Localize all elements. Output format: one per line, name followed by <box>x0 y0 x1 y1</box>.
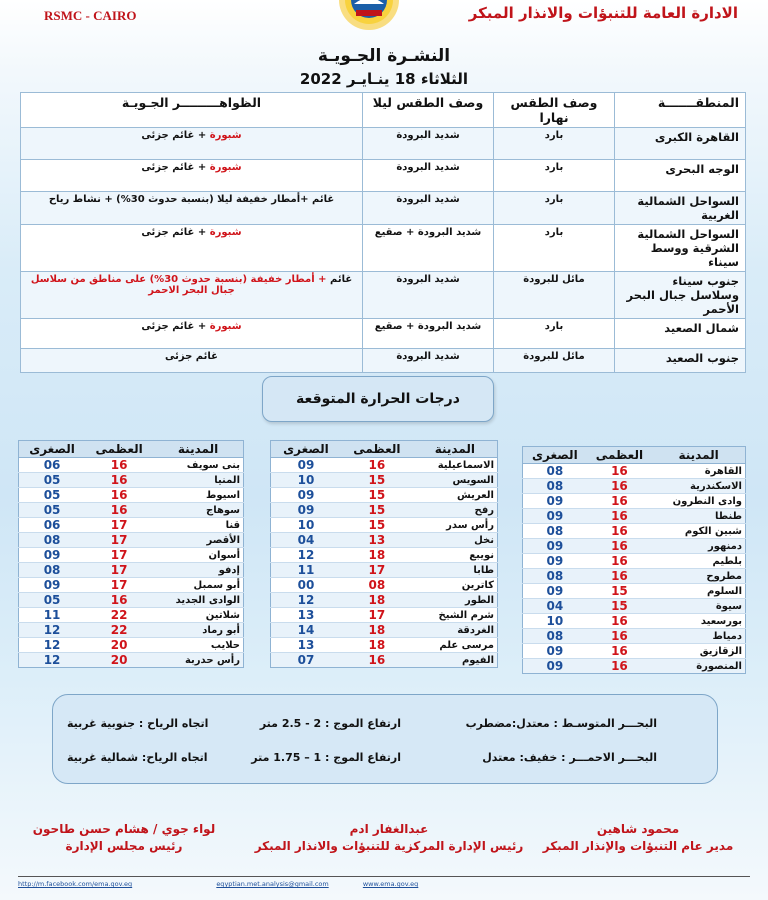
min-temp-cell: 09 <box>19 578 86 593</box>
min-temp-cell: 05 <box>19 473 86 488</box>
min-temp-cell: 09 <box>523 644 587 659</box>
min-temp-cell: 09 <box>523 584 587 599</box>
city-cell: الوادى الجديد <box>153 593 243 608</box>
max-temp-cell: 17 <box>85 563 153 578</box>
signature-2-role: رئيس الإدارة المركزية للتنبؤات والانذار المبكر <box>254 839 524 853</box>
city-cell: بورسعيد <box>652 614 745 629</box>
day-cell: بارد <box>494 225 615 272</box>
region-cell: جنوب سيناء وسلاسل جبال البحر الأحمر <box>615 272 746 319</box>
max-temp-cell: 18 <box>341 623 413 638</box>
temps-table-right <box>522 446 746 674</box>
temps-row <box>271 623 498 638</box>
signature-2-name: عبدالغفار ادم <box>349 822 429 836</box>
phenomena-cell <box>21 225 363 272</box>
max-temp-cell: 16 <box>85 593 153 608</box>
phenomena-text: غائم +أمطار خفيفة ليلا (بنسبة حدوث 30%) + نشاط رياح <box>48 194 335 205</box>
min-temp-cell: 08 <box>19 533 86 548</box>
temps-row <box>523 554 746 569</box>
min-temp-cell: 09 <box>271 488 341 503</box>
min-temp-cell: 08 <box>523 524 587 539</box>
min-temp-cell: 13 <box>271 608 341 623</box>
region-cell: السواحل الشمالية الغربية <box>615 192 746 225</box>
weather-row <box>21 349 746 373</box>
max-temp-cell: 16 <box>85 503 153 518</box>
region-cell: الوجه البحرى <box>615 160 746 192</box>
temps-row <box>19 533 244 548</box>
min-temp-cell: 11 <box>19 608 86 623</box>
max-temp-cell: 18 <box>341 548 413 563</box>
max-temp-cell: 16 <box>587 614 653 629</box>
min-temp-cell: 07 <box>271 653 341 668</box>
weather-row <box>21 160 746 192</box>
temps-row <box>523 479 746 494</box>
day-cell: بارد <box>494 192 615 225</box>
region-cell: جنوب الصعيد <box>615 349 746 373</box>
max-temp-cell: 16 <box>587 659 653 674</box>
city-cell: مطروح <box>652 569 745 584</box>
max-temp-cell: 16 <box>587 629 653 644</box>
min-temp-cell: 08 <box>523 569 587 584</box>
weather-row <box>21 272 746 319</box>
phenomena-text: + غائم جزئى <box>141 227 207 238</box>
city-cell: سوهاج <box>153 503 243 518</box>
phenomena-text: + غائم جزئى <box>141 130 207 141</box>
temps-row <box>271 458 498 473</box>
city-cell: نخل <box>413 533 498 548</box>
city-cell: دمنهور <box>652 539 745 554</box>
temps-row <box>523 539 746 554</box>
city-cell: إدفو <box>153 563 243 578</box>
min-temp-cell: 09 <box>271 503 341 518</box>
max-temp-cell: 16 <box>341 653 413 668</box>
max-temp-cell: 16 <box>587 464 653 479</box>
min-temp-cell: 05 <box>19 488 86 503</box>
temps-row <box>271 503 498 518</box>
min-temp-cell: 08 <box>19 563 86 578</box>
city-cell: بلطيم <box>652 554 745 569</box>
phenomena-text: + غائم جزئى <box>141 321 207 332</box>
max-temp-cell: 15 <box>341 503 413 518</box>
max-temp-cell: 16 <box>587 509 653 524</box>
city-cell: بنى سويف <box>153 458 243 473</box>
min-temp-cell: 09 <box>271 458 341 473</box>
temps-row <box>523 629 746 644</box>
temps-row <box>523 659 746 674</box>
weather-row <box>21 225 746 272</box>
header-region: المنطقـــــــة <box>615 93 746 128</box>
temps-row <box>19 593 244 608</box>
temps-row <box>523 464 746 479</box>
city-cell: الفيوم <box>413 653 498 668</box>
temps-row <box>271 563 498 578</box>
city-cell: رفح <box>413 503 498 518</box>
min-temp-cell: 10 <box>271 473 341 488</box>
header-max: العظمى <box>85 441 153 458</box>
temps-row <box>523 524 746 539</box>
city-cell: الطور <box>413 593 498 608</box>
phenomena-cell <box>21 272 363 319</box>
header-max: العظمى <box>341 441 413 458</box>
min-temp-cell: 05 <box>19 503 86 518</box>
day-cell: بارد <box>494 319 615 349</box>
city-cell: الزقازيق <box>652 644 745 659</box>
min-temp-cell: 08 <box>523 464 587 479</box>
weather-row <box>21 192 746 225</box>
temps-row <box>19 653 244 668</box>
temps-row <box>19 623 244 638</box>
city-cell: الغردقة <box>413 623 498 638</box>
max-temp-cell: 16 <box>85 458 153 473</box>
night-cell: شديد البرودة <box>363 192 494 225</box>
temps-row <box>19 458 244 473</box>
ema-logo <box>334 0 404 34</box>
max-temp-cell: 16 <box>587 644 653 659</box>
max-temp-cell: 18 <box>341 638 413 653</box>
temps-row <box>271 488 498 503</box>
min-temp-cell: 14 <box>271 623 341 638</box>
min-temp-cell: 10 <box>523 614 587 629</box>
temps-row <box>523 644 746 659</box>
temps-row <box>523 599 746 614</box>
min-temp-cell: 00 <box>271 578 341 593</box>
max-temp-cell: 22 <box>85 623 153 638</box>
header-min: الصغرى <box>271 441 341 458</box>
day-cell: مائل للبرودة <box>494 349 615 373</box>
max-temp-cell: 16 <box>587 494 653 509</box>
max-temp-cell: 16 <box>587 554 653 569</box>
signature-1 <box>528 822 748 853</box>
city-cell: شلاتين <box>153 608 243 623</box>
min-temp-cell: 12 <box>19 653 86 668</box>
max-temp-cell: 16 <box>587 569 653 584</box>
temps-row <box>19 473 244 488</box>
phenomena-cell <box>21 349 363 373</box>
temps-row <box>271 473 498 488</box>
bulletin-title: النشـرة الجـويـة <box>317 46 451 66</box>
temps-table-left <box>18 440 244 668</box>
min-temp-cell: 12 <box>271 548 341 563</box>
header-city: المدينة <box>413 441 498 458</box>
city-cell: طابا <box>413 563 498 578</box>
city-cell: أبو سمبل <box>153 578 243 593</box>
min-temp-cell: 09 <box>19 548 86 563</box>
city-cell: المنيا <box>153 473 243 488</box>
bulletin-date: الثلاثاء 18 ينـايـر 2022 <box>299 70 469 88</box>
city-cell: شرم الشيخ <box>413 608 498 623</box>
min-temp-cell: 08 <box>523 629 587 644</box>
min-temp-cell: 12 <box>271 593 341 608</box>
min-temp-cell: 13 <box>271 638 341 653</box>
region-cell: القاهرة الكبرى <box>615 128 746 160</box>
night-cell: شديد البرودة <box>363 349 494 373</box>
temps-row <box>271 653 498 668</box>
city-cell: سيوة <box>652 599 745 614</box>
footer-facebook-link[interactable]: http://m.facebook.com/ema.gov.eg <box>18 880 133 888</box>
min-temp-cell: 09 <box>523 659 587 674</box>
temps-row <box>523 569 746 584</box>
min-temp-cell: 04 <box>523 599 587 614</box>
signature-1-role: مدير عام التنبؤات والإنذار المبكر <box>542 839 734 853</box>
temps-row <box>523 614 746 629</box>
min-temp-cell: 08 <box>523 479 587 494</box>
city-cell: الأقصر <box>153 533 243 548</box>
temps-header-row <box>523 447 746 464</box>
temps-row <box>19 548 244 563</box>
max-temp-cell: 16 <box>341 458 413 473</box>
city-cell: قنا <box>153 518 243 533</box>
night-cell: شديد البرودة + صقيع <box>363 319 494 349</box>
header-city: المدينة <box>153 441 243 458</box>
temps-row <box>271 578 498 593</box>
phenomena-cell <box>21 319 363 349</box>
max-temp-cell: 16 <box>85 473 153 488</box>
temps-table-middle <box>270 440 498 668</box>
city-cell: حلايب <box>153 638 243 653</box>
phenomena-text: + غائم جزئى <box>141 162 207 173</box>
phenomena-highlight: شبورة <box>209 321 242 332</box>
max-temp-cell: 18 <box>341 593 413 608</box>
temps-header-row <box>19 441 244 458</box>
temps-row <box>19 608 244 623</box>
max-temp-cell: 22 <box>85 608 153 623</box>
max-temp-cell: 20 <box>85 653 153 668</box>
red-sea-state: البحـــر الاحمـــر : خفيف: معتدل <box>482 751 657 764</box>
med-sea-waves: ارتفاع الموج : 2 - 2.5 متر <box>259 717 401 730</box>
max-temp-cell: 16 <box>587 524 653 539</box>
city-cell: السويس <box>413 473 498 488</box>
weather-row <box>21 128 746 160</box>
footer-website-link[interactable]: www.ema.gov.eg <box>362 880 419 888</box>
phenomena-highlight: شبورة <box>209 227 242 238</box>
phenomena-highlight-2: + أمطار خفيفة (بنسبة حدوث 30%) على مناطق من سلاسل جبال البحر الاحمر <box>30 274 327 296</box>
max-temp-cell: 15 <box>341 473 413 488</box>
temps-row <box>523 584 746 599</box>
temps-row <box>19 578 244 593</box>
red-sea-wind: اتجاه الرياح: شمالية غربية <box>67 751 208 764</box>
min-temp-cell: 06 <box>19 458 86 473</box>
phenomena-text: غائم <box>330 274 353 285</box>
phenomena-cell <box>21 160 363 192</box>
max-temp-cell: 13 <box>341 533 413 548</box>
min-temp-cell: 09 <box>523 509 587 524</box>
header-night: وصف الطقس ليلا <box>363 93 494 128</box>
footer <box>18 880 750 888</box>
signature-3 <box>14 822 234 853</box>
header-max: العظمى <box>587 447 653 464</box>
temps-row <box>523 509 746 524</box>
city-cell: رأس حدربة <box>153 653 243 668</box>
city-cell: أسوان <box>153 548 243 563</box>
temps-header-row <box>271 441 498 458</box>
signature-3-name: لواء جوي / هشام حسن طاحون <box>32 822 216 836</box>
day-cell: بارد <box>494 160 615 192</box>
temps-row <box>19 503 244 518</box>
phenomena-cell <box>21 192 363 225</box>
max-temp-cell: 15 <box>341 488 413 503</box>
phenomena-cell <box>21 128 363 160</box>
temps-row <box>19 638 244 653</box>
night-cell: شديد البرودة <box>363 272 494 319</box>
min-temp-cell: 05 <box>19 593 86 608</box>
city-cell: القاهرة <box>652 464 745 479</box>
weather-table <box>20 92 746 373</box>
phenomena-highlight: شبورة <box>209 162 242 173</box>
signature-3-role: رئيس مجلس الإدارة <box>65 839 183 853</box>
header-phenomena: الظواهـــــــــر الجـويـة <box>21 93 363 128</box>
temps-row <box>271 608 498 623</box>
max-temp-cell: 17 <box>85 533 153 548</box>
temps-row <box>19 488 244 503</box>
header-day: وصف الطقس نهارا <box>494 93 615 128</box>
city-cell: العريش <box>413 488 498 503</box>
max-temp-cell: 17 <box>341 608 413 623</box>
max-temp-cell: 16 <box>85 488 153 503</box>
day-cell: بارد <box>494 128 615 160</box>
max-temp-cell: 08 <box>341 578 413 593</box>
temps-row <box>271 548 498 563</box>
max-temp-cell: 15 <box>341 518 413 533</box>
min-temp-cell: 11 <box>271 563 341 578</box>
city-cell: نويبع <box>413 548 498 563</box>
max-temp-cell: 20 <box>85 638 153 653</box>
min-temp-cell: 06 <box>19 518 86 533</box>
min-temp-cell: 09 <box>523 554 587 569</box>
footer-email-link[interactable]: egyptian.met.analysis@gmail.com <box>216 880 329 888</box>
med-sea-state: البحـــر المتوسـط : معتدل:مضطرب <box>465 717 657 730</box>
city-cell: وادى النطرون <box>652 494 745 509</box>
max-temp-cell: 15 <box>587 599 653 614</box>
signature-1-name: محمود شاهين <box>596 822 680 836</box>
max-temp-cell: 15 <box>587 584 653 599</box>
temps-row <box>19 563 244 578</box>
city-cell: اسيوط <box>153 488 243 503</box>
min-temp-cell: 12 <box>19 623 86 638</box>
org-name: الادارة العامة للتنبؤات والانذار المبكر <box>468 4 738 22</box>
city-cell: مرسى علم <box>413 638 498 653</box>
city-cell: المنصورة <box>652 659 745 674</box>
min-temp-cell: 12 <box>19 638 86 653</box>
temps-title: درجات الحرارة المتوقعة <box>262 376 494 422</box>
region-cell: السواحل الشمالية الشرقية ووسط سيناء <box>615 225 746 272</box>
city-cell: الاسماعيلية <box>413 458 498 473</box>
phenomena-text: غائم جزئى <box>165 351 218 362</box>
night-cell: شديد البرودة <box>363 160 494 192</box>
header-city: المدينة <box>652 447 745 464</box>
max-temp-cell: 16 <box>587 479 653 494</box>
city-cell: أبو رماد <box>153 623 243 638</box>
region-cell: شمال الصعيد <box>615 319 746 349</box>
night-cell: شديد البرودة <box>363 128 494 160</box>
med-sea-wind: اتجاه الرياح : جنوبية غربية <box>67 717 209 730</box>
temps-row <box>523 494 746 509</box>
city-cell: شبين الكوم <box>652 524 745 539</box>
min-temp-cell: 04 <box>271 533 341 548</box>
max-temp-cell: 17 <box>85 578 153 593</box>
min-temp-cell: 10 <box>271 518 341 533</box>
min-temp-cell: 09 <box>523 494 587 509</box>
sea-state-box <box>52 694 718 784</box>
city-cell: كاترين <box>413 578 498 593</box>
temps-row <box>271 533 498 548</box>
city-cell: السلوم <box>652 584 745 599</box>
temps-row <box>271 593 498 608</box>
day-cell: مائل للبرودة <box>494 272 615 319</box>
max-temp-cell: 17 <box>341 563 413 578</box>
night-cell: شديد البرودة + صقيع <box>363 225 494 272</box>
temps-row <box>271 518 498 533</box>
temps-row <box>19 518 244 533</box>
weather-row <box>21 319 746 349</box>
header-min: الصغرى <box>523 447 587 464</box>
footer-divider <box>18 876 750 877</box>
temps-row <box>271 638 498 653</box>
signature-2 <box>244 822 534 853</box>
max-temp-cell: 17 <box>85 548 153 563</box>
rsmc-label: RSMC - CAIRO <box>44 8 137 23</box>
city-cell: طنطا <box>652 509 745 524</box>
city-cell: دمياط <box>652 629 745 644</box>
header-min: الصغرى <box>19 441 86 458</box>
phenomena-highlight: شبورة <box>209 130 242 141</box>
max-temp-cell: 16 <box>587 539 653 554</box>
red-sea-waves: ارتفاع الموج : 1 – 1.75 متر <box>251 751 401 764</box>
city-cell: الاسكندرية <box>652 479 745 494</box>
max-temp-cell: 17 <box>85 518 153 533</box>
min-temp-cell: 09 <box>523 539 587 554</box>
city-cell: رأس سدر <box>413 518 498 533</box>
